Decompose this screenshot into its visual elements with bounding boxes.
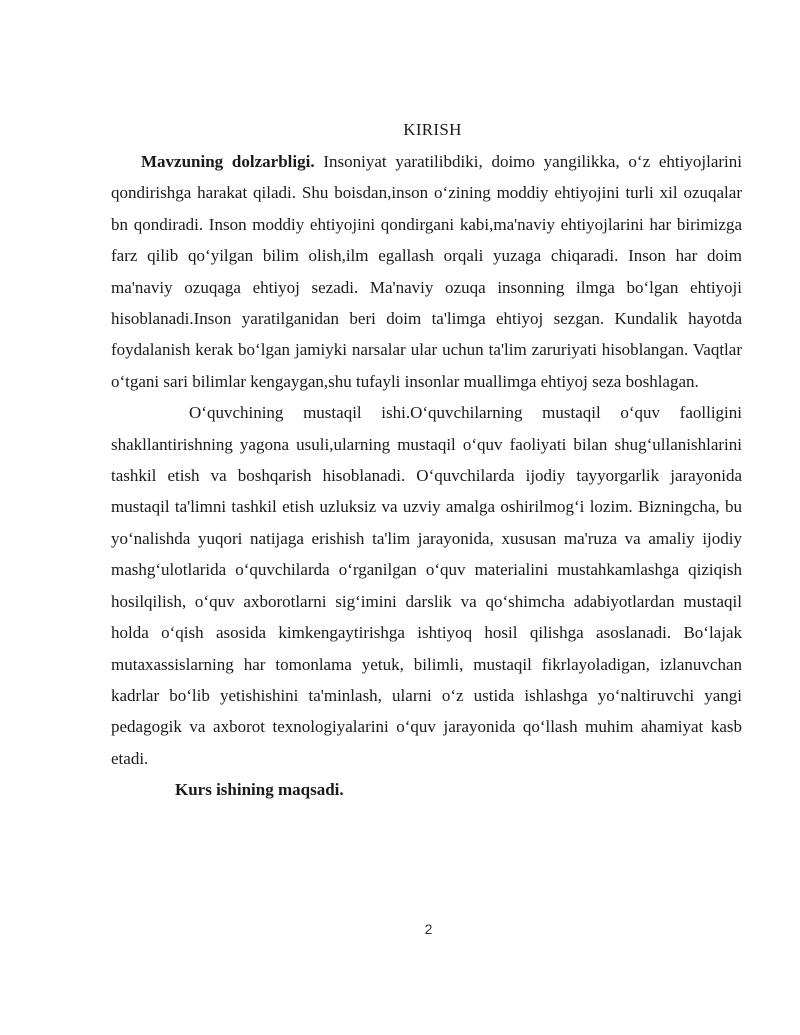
course-goal-heading: Kurs ishining maqsadi. [175,780,344,800]
page-title: KIRISH [403,120,462,139]
document-body [111,146,742,806]
relevance-lead: Mavzuning dolzarbligi. [141,152,315,171]
paragraph-relevance [111,146,742,397]
relevance-text: Insoniyat yaratilibdiki, doimo yangilikka, o‘z ehtiyojlarini qondirishga harakat qiladi. Shu boisdan,inson o‘zining moddiy ehtiyojini turli xil ozuqalar bn qondiradi. Inson moddiy ehtiyojini qondirgani kabi,ma'naviy ehtiyojlarini har birimizga farz qilib qo‘yilgan bilim olish,ilm egallash orqali yuzaga chiqaradi. Inson har doim ma'naviy ozuqaga ehtiyoj sezadi. Ma'naviy ozuqa insonning ilmga bo‘lgan ehtiyoji hisoblanadi.Inson yaratilganidan beri doim ta'limga ehtiyoj sezgan. Kundalik hayotda foydalanish kerak bo‘lgan jamiyki narsalar ular uchun ta'lim zaruriyati hisoblangan. Vaqtlar o‘tgani sari bilimlar kengaygan,shu tufayli insonlar muallimga ehtiyoj seza boshlagan. [111,152,742,391]
page-number: 2 [424,921,433,937]
paragraph-independent-work: O‘quvchining mustaqil ishi.O‘quvchilarning mustaqil o‘quv faolligini shakllantirishning yagona usuli,ularning mustaqil o‘quv faoliyati bilan shug‘ullanishlarini tashkil etish va boshqarish hisoblanadi. O‘quvchilarda ijodiy tayyorgarlik jarayonida mustaqil ta'limni tashkil etish uzluksiz va uzviy amalga oshirilmog‘i lozim. Bizningcha, bu yo‘nalishda yuqori natijaga erishish ta'lim jarayonida, xususan ma'ruza va amaliy ijodiy mashg‘ulotlarida o‘quvchilarda o‘rganilgan o‘quv materialini mustahkamlashga qiziqish hosilqilish, o‘quv axborotlarni sig‘imini darslik va qo‘shimcha adabiyotlardan mustaqil holda o‘qish asosida kimkengaytirishga ishtiyoq hosil qilishga asoslanadi. Bo‘lajak mutaxassislarning har tomonlama yetuk, bilimli, mustaqil fikrlayoladigan, izlanuvchan kadrlar bo‘lib yetishishini ta'minlash, ularni o‘z ustida ishlashga yo‘naltiruvchi yangi pedagogik va axborot texnologiyalarini o‘quv jarayonida qo‘llash muhim ahamiyat kasb etadi. [111,403,742,768]
